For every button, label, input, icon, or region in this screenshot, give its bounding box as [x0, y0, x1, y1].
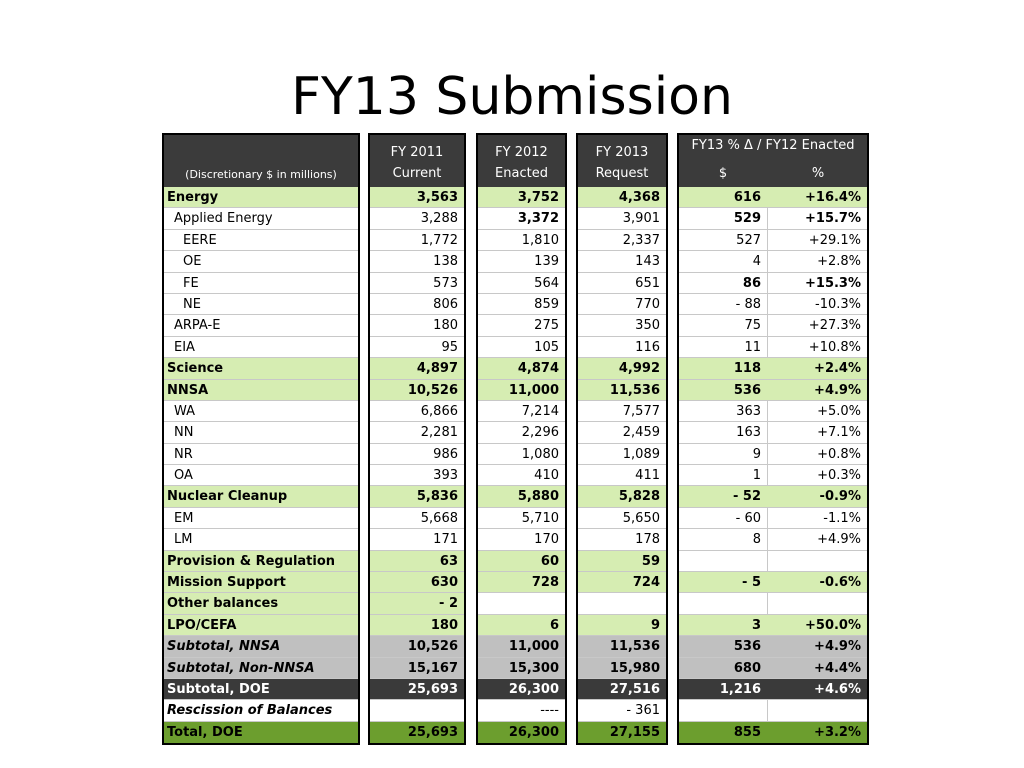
table-row-delta: [679, 380, 867, 401]
fy2012-column-panel: [476, 133, 567, 745]
fy11-value: 2,281: [420, 425, 458, 441]
table-row-label: [164, 444, 358, 465]
table-row-fy12: [478, 401, 565, 422]
fy12-value: 26,300: [508, 681, 559, 697]
row-label: Science: [167, 361, 224, 377]
table-row-delta: [679, 315, 867, 336]
delta-dollar-value: 3: [751, 617, 761, 633]
table-row-label: [164, 486, 358, 507]
table-row-label: [164, 679, 358, 700]
table-row-delta: [679, 273, 867, 294]
fy13-value: 350: [635, 318, 660, 334]
table-row-fy13: [578, 444, 666, 465]
table-row-label: [164, 572, 358, 593]
fy13-value: 5,828: [618, 489, 660, 505]
table-row-label: [164, 593, 358, 614]
table-row-delta: [679, 615, 867, 636]
row-label: FE: [183, 275, 199, 291]
fy2011-header-sub: Current: [392, 166, 442, 181]
fy13-value: 651: [635, 275, 660, 291]
fy12-value: 3,372: [517, 211, 559, 227]
delta-dollar-value: 118: [733, 361, 761, 377]
delta-dollar-value: 163: [736, 425, 761, 441]
table-row-label: [164, 380, 358, 401]
row-label: Other balances: [167, 596, 279, 612]
fy13-value: 2,459: [622, 425, 660, 441]
table-row-fy13: [578, 700, 666, 721]
row-label: EERE: [183, 232, 217, 248]
delta-header-pct: %: [811, 166, 825, 181]
table-row-delta: [679, 679, 867, 700]
fy12-value: 60: [540, 553, 559, 569]
table-row-label: [164, 551, 358, 572]
fy13-value: 178: [635, 532, 660, 548]
delta-dollar-value: 11: [744, 339, 761, 355]
fy2012-header-sub: Enacted: [495, 166, 548, 181]
table-row-fy11: [370, 273, 464, 294]
table-row-fy12: [478, 208, 565, 229]
delta-pct-value: +16.4%: [805, 190, 861, 205]
table-row-fy11: [370, 700, 464, 721]
delta-pct-value: +4.9%: [814, 639, 861, 655]
fy12-value: 11,000: [508, 382, 559, 398]
fy12-value: 15,300: [508, 660, 559, 676]
table-row-fy13: [578, 401, 666, 422]
table-row-fy12: [478, 551, 565, 572]
fy11-value: 6,866: [420, 403, 458, 419]
fy12-value: 410: [534, 468, 559, 484]
delta-pct-value: -0.9%: [819, 489, 861, 505]
table-row-delta: [679, 658, 867, 679]
fy12-value: 6: [549, 617, 559, 633]
delta-pct-value: +4.9%: [817, 532, 861, 548]
table-row-fy13: [578, 465, 666, 486]
table-row-fy13: [578, 593, 666, 614]
delta-header-title: FY13 % Δ / FY12 Enacted: [691, 138, 855, 153]
table-row-fy12: [478, 273, 565, 294]
delta-dollar-value: 86: [742, 275, 761, 291]
table-row-delta: [679, 230, 867, 251]
delta-pct-value: +4.4%: [814, 660, 861, 676]
table-row-label: [164, 187, 358, 208]
table-row-fy13: [578, 422, 666, 443]
fy11-value: 5,836: [416, 489, 458, 505]
table-row-fy13: [578, 679, 666, 700]
table-row-fy13: [578, 529, 666, 550]
table-row-delta: [679, 401, 867, 422]
fy13-value: 9: [650, 617, 660, 633]
table-row-delta: [679, 465, 867, 486]
row-label: LM: [174, 532, 193, 548]
table-row-fy11: [370, 208, 464, 229]
fy2013-header-year: FY 2013: [595, 145, 649, 160]
row-label: Mission Support: [167, 575, 286, 591]
delta-column-panel: [677, 133, 869, 745]
table-row-fy11: [370, 636, 464, 657]
delta-dollar-value: 363: [736, 403, 761, 419]
table-row-fy11: [370, 444, 464, 465]
fy11-value: 1,772: [420, 232, 458, 248]
row-label: OE: [183, 254, 202, 270]
table-row-fy13: [578, 486, 666, 507]
table-row-fy11: [370, 486, 464, 507]
fy12-value: 7,214: [521, 403, 559, 419]
fy12-value: 2,296: [521, 425, 559, 441]
table-row-fy11: [370, 401, 464, 422]
table-row-delta: [679, 422, 867, 443]
table-row-fy12: [478, 636, 565, 657]
table-row-delta: [679, 529, 867, 550]
fy11-value: 180: [430, 617, 458, 633]
table-row-fy11: [370, 572, 464, 593]
table-row-fy12: [478, 508, 565, 529]
delta-header-dollar: $: [718, 166, 728, 181]
table-row-fy13: [578, 508, 666, 529]
fy11-value: - 2: [439, 596, 458, 612]
fy11-value: 138: [433, 254, 458, 270]
table-row-fy11: [370, 722, 464, 743]
label-header: [164, 135, 358, 187]
fy2011-header-year: FY 2011: [390, 145, 444, 160]
fy13-value: 5,650: [622, 510, 660, 526]
fy12-value: 1,810: [521, 232, 559, 248]
fy2013-column-panel: [576, 133, 668, 745]
fy12-value: 1,080: [521, 446, 559, 462]
fy12-value: 3,752: [517, 190, 559, 205]
table-row-fy12: [478, 572, 565, 593]
delta-pct-value: -1.1%: [823, 510, 861, 526]
table-row-fy13: [578, 315, 666, 336]
delta-pct-value: +7.1%: [817, 425, 861, 441]
delta-pct-value: +2.4%: [814, 361, 861, 377]
table-row-fy12: [478, 422, 565, 443]
table-row-label: [164, 508, 358, 529]
table-row-label: [164, 529, 358, 550]
fy13-value: 59: [641, 553, 660, 569]
delta-header: [679, 135, 867, 187]
row-label: WA: [174, 403, 196, 419]
table-row-label: [164, 465, 358, 486]
fy12-value: 275: [534, 318, 559, 334]
delta-pct-value: +15.7%: [805, 211, 861, 227]
fy11-value: 3,563: [416, 190, 458, 205]
label-column-panel: [162, 133, 360, 745]
table-row-fy11: [370, 380, 464, 401]
fy13-value: 4,992: [618, 361, 660, 377]
table-row-fy13: [578, 187, 666, 208]
fy2013-header: [578, 135, 666, 187]
fy13-value: 2,337: [622, 232, 660, 248]
table-row-delta: [679, 251, 867, 272]
table-row-fy11: [370, 658, 464, 679]
table-row-fy12: [478, 358, 565, 379]
fy12-value: 4,874: [517, 361, 559, 377]
delta-pct-value: +4.6%: [814, 681, 861, 697]
table-row-fy13: [578, 658, 666, 679]
table-row-label: [164, 722, 358, 743]
fy2011-header: [370, 135, 464, 187]
table-row-delta: [679, 508, 867, 529]
fy2013-header-sub: Request: [595, 166, 649, 181]
table-row-delta: [679, 722, 867, 743]
delta-pct-value: -10.3%: [815, 296, 861, 312]
table-row-delta: [679, 700, 867, 721]
table-row-label: [164, 636, 358, 657]
fy13-value: 11,536: [609, 639, 660, 655]
table-row-label: [164, 615, 358, 636]
row-label: EIA: [174, 339, 195, 355]
table-row-label: [164, 658, 358, 679]
delta-dollar-value: 529: [733, 211, 761, 227]
delta-dollar-value: 536: [733, 382, 761, 398]
table-row-label: [164, 337, 358, 358]
table-row-delta: [679, 358, 867, 379]
fy12-value: ----: [540, 703, 559, 719]
table-row-label: [164, 401, 358, 422]
table-row-delta: [679, 208, 867, 229]
table-row-fy13: [578, 722, 666, 743]
table-row-label: [164, 422, 358, 443]
fy13-value: 724: [632, 575, 660, 591]
fy11-value: 171: [433, 532, 458, 548]
fy13-value: 1,089: [622, 446, 660, 462]
row-label: Rescission of Balances: [167, 703, 333, 719]
delta-dollar-value: 8: [752, 532, 761, 548]
delta-pct-value: +29.1%: [808, 232, 861, 248]
row-label: Subtotal, Non-NNSA: [167, 660, 315, 676]
delta-dollar-value: 1: [752, 468, 761, 484]
fy13-value: 116: [635, 339, 660, 355]
table-row-fy13: [578, 208, 666, 229]
table-row-fy11: [370, 508, 464, 529]
row-label: NNSA: [167, 382, 209, 398]
delta-dollar-value: 1,216: [719, 681, 761, 697]
table-row-fy12: [478, 722, 565, 743]
table-row-fy11: [370, 465, 464, 486]
table-row-fy11: [370, 358, 464, 379]
fy11-value: 95: [441, 339, 458, 355]
table-row-label: [164, 273, 358, 294]
fy12-value: 859: [534, 296, 559, 312]
delta-dollar-value: 4: [752, 254, 761, 270]
table-row-fy13: [578, 230, 666, 251]
table-row-fy11: [370, 679, 464, 700]
table-row-delta: [679, 444, 867, 465]
row-label: NE: [183, 296, 201, 312]
fy2012-header: [478, 135, 565, 187]
row-label: NR: [174, 446, 193, 462]
delta-pct-value: +2.8%: [817, 254, 861, 270]
row-label: Subtotal, NNSA: [167, 639, 281, 655]
table-row-fy11: [370, 230, 464, 251]
fy13-value: 4,368: [618, 190, 660, 205]
fy11-value: 10,526: [407, 639, 458, 655]
table-row-fy11: [370, 294, 464, 315]
fy11-value: 15,167: [407, 660, 458, 676]
table-row-fy12: [478, 380, 565, 401]
table-row-fy13: [578, 337, 666, 358]
table-row-fy11: [370, 615, 464, 636]
fy11-value: 180: [433, 318, 458, 334]
table-row-fy13: [578, 358, 666, 379]
fy12-value: 5,880: [517, 489, 559, 505]
fy13-value: 411: [635, 468, 660, 484]
table-row-fy11: [370, 551, 464, 572]
table-row-fy12: [478, 444, 565, 465]
row-label: EM: [174, 510, 194, 526]
fy12-value: 5,710: [521, 510, 559, 526]
delta-dollar-value: 680: [733, 660, 761, 676]
fy11-value: 63: [439, 553, 458, 569]
table-row-fy13: [578, 572, 666, 593]
fy2011-column-panel: [368, 133, 466, 745]
table-row-fy12: [478, 700, 565, 721]
table-row-delta: [679, 636, 867, 657]
table-row-fy11: [370, 422, 464, 443]
row-label: ARPA-E: [174, 318, 221, 334]
table-row-fy13: [578, 551, 666, 572]
table-row-delta: [679, 551, 867, 572]
delta-pct-value: +5.0%: [817, 403, 861, 419]
fy13-value: - 361: [626, 703, 660, 719]
table-row-label: [164, 700, 358, 721]
table-row-fy11: [370, 593, 464, 614]
table-row-delta: [679, 593, 867, 614]
row-label: Energy: [167, 190, 219, 205]
table-row-fy12: [478, 315, 565, 336]
table-row-delta: [679, 294, 867, 315]
table-row-delta: [679, 337, 867, 358]
delta-dollar-value: 75: [744, 318, 761, 334]
delta-dollar-value: 616: [733, 190, 761, 205]
table-row-fy12: [478, 658, 565, 679]
table-row-fy12: [478, 679, 565, 700]
fy13-value: 27,155: [609, 724, 660, 740]
fy11-value: 3,288: [420, 211, 458, 227]
table-row-fy11: [370, 529, 464, 550]
row-label: OA: [174, 468, 193, 484]
fy11-value: 25,693: [407, 724, 458, 740]
row-label: Total, DOE: [167, 724, 243, 740]
table-row-fy12: [478, 465, 565, 486]
table-row-delta: [679, 572, 867, 593]
table-row-fy13: [578, 636, 666, 657]
fy11-value: 10,526: [407, 382, 458, 398]
delta-dollar-value: 536: [733, 639, 761, 655]
table-row-fy11: [370, 251, 464, 272]
fy11-value: 5,668: [420, 510, 458, 526]
row-label: Nuclear Cleanup: [167, 489, 288, 505]
table-row-fy13: [578, 273, 666, 294]
delta-dollar-value: - 60: [735, 510, 761, 526]
fy12-value: 11,000: [508, 639, 559, 655]
delta-dollar-value: 9: [752, 446, 761, 462]
fy11-value: 573: [433, 275, 458, 291]
fy11-value: 4,897: [416, 361, 458, 377]
fy2012-header-year: FY 2012: [495, 145, 548, 160]
table-row-label: [164, 230, 358, 251]
table-row-fy11: [370, 187, 464, 208]
fy13-value: 27,516: [609, 681, 660, 697]
page-title: FY13 Submission: [291, 67, 733, 127]
row-label: NN: [174, 425, 194, 441]
fy13-value: 11,536: [609, 382, 660, 398]
delta-dollar-value: - 5: [742, 575, 761, 591]
fy13-value: 143: [635, 254, 660, 270]
row-label: LPO/CEFA: [167, 617, 237, 633]
fy13-value: 3,901: [622, 211, 660, 227]
table-row-label: [164, 251, 358, 272]
row-label: Provision & Regulation: [167, 553, 336, 569]
table-row-delta: [679, 187, 867, 208]
fy13-value: 15,980: [609, 660, 660, 676]
fy12-value: 105: [534, 339, 559, 355]
table-row-fy12: [478, 187, 565, 208]
fy12-value: 26,300: [508, 724, 559, 740]
table-row-label: [164, 358, 358, 379]
fy11-value: 25,693: [407, 681, 458, 697]
fy12-value: 728: [531, 575, 559, 591]
delta-pct-value: +15.3%: [805, 275, 861, 291]
table-row-label: [164, 294, 358, 315]
delta-pct-value: +27.3%: [808, 318, 861, 334]
fy13-value: 7,577: [622, 403, 660, 419]
delta-dollar-value: - 88: [735, 296, 761, 312]
table-row-fy11: [370, 315, 464, 336]
table-row-delta: [679, 486, 867, 507]
table-row-label: [164, 208, 358, 229]
table-row-fy13: [578, 251, 666, 272]
delta-pct-value: +10.8%: [808, 339, 861, 355]
delta-pct-value: +4.9%: [814, 382, 861, 398]
fy11-value: 986: [433, 446, 458, 462]
row-label: Subtotal, DOE: [167, 681, 270, 697]
fy11-value: 630: [430, 575, 458, 591]
table-row-fy12: [478, 615, 565, 636]
table-row-fy12: [478, 294, 565, 315]
delta-pct-value: +0.3%: [817, 468, 861, 484]
table-row-fy13: [578, 380, 666, 401]
table-row-fy12: [478, 593, 565, 614]
delta-pct-value: +3.2%: [814, 724, 861, 740]
fy12-value: 564: [534, 275, 559, 291]
table-row-fy13: [578, 615, 666, 636]
table-row-fy12: [478, 529, 565, 550]
delta-dollar-value: 527: [736, 232, 761, 248]
fy12-value: 170: [534, 532, 559, 548]
table-row-fy11: [370, 337, 464, 358]
label-header-subtitle: (Discretionary $ in millions): [185, 168, 337, 181]
fy13-value: 770: [635, 296, 660, 312]
delta-dollar-value: 855: [733, 724, 761, 740]
row-label: Applied Energy: [174, 211, 273, 227]
fy12-value: 139: [534, 254, 559, 270]
table-row-fy12: [478, 337, 565, 358]
fy11-value: 806: [433, 296, 458, 312]
table-row-fy12: [478, 230, 565, 251]
delta-pct-value: +50.0%: [805, 617, 861, 633]
table-row-fy13: [578, 294, 666, 315]
table-row-fy12: [478, 251, 565, 272]
delta-dollar-value: - 52: [732, 489, 761, 505]
fy11-value: 393: [433, 468, 458, 484]
table-row-label: [164, 315, 358, 336]
delta-pct-value: +0.8%: [817, 446, 861, 462]
delta-pct-value: -0.6%: [819, 575, 861, 591]
table-row-fy12: [478, 486, 565, 507]
